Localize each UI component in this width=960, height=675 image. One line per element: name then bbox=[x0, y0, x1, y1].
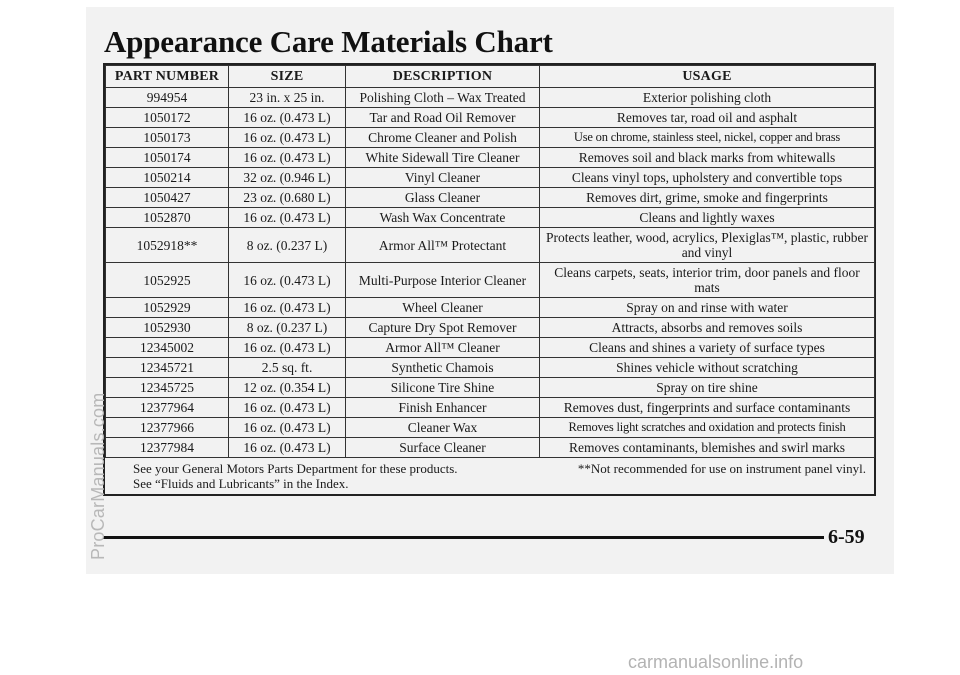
description-cell: Glass Cleaner bbox=[346, 188, 540, 208]
part-number-cell: 1052925 bbox=[106, 263, 229, 298]
usage-cell: Cleans and lightly waxes bbox=[540, 208, 875, 228]
usage-cell: Spray on and rinse with water bbox=[540, 298, 875, 318]
table-row bbox=[106, 228, 875, 263]
part-number-cell: 12345725 bbox=[106, 378, 229, 398]
usage-cell: Removes soil and black marks from whitewalls bbox=[540, 148, 875, 168]
size-cell: 16 oz. (0.473 L) bbox=[229, 418, 346, 438]
description-cell: Finish Enhancer bbox=[346, 398, 540, 418]
part-number-cell: 1050173 bbox=[106, 128, 229, 148]
care-materials-table bbox=[105, 65, 875, 458]
header-size: SIZE bbox=[229, 66, 346, 88]
usage-cell: Shines vehicle without scratching bbox=[540, 358, 875, 378]
size-cell: 32 oz. (0.946 L) bbox=[229, 168, 346, 188]
table-row bbox=[106, 398, 875, 418]
header-description: DESCRIPTION bbox=[346, 66, 540, 88]
table-row bbox=[106, 148, 875, 168]
table-row bbox=[106, 88, 875, 108]
part-number-cell: 12345721 bbox=[106, 358, 229, 378]
usage-cell: Removes contaminants, blemishes and swirl marks bbox=[540, 438, 875, 458]
footer-watermark: carmanualsonline.info bbox=[628, 652, 804, 672]
size-cell: 16 oz. (0.473 L) bbox=[229, 128, 346, 148]
table-row bbox=[106, 298, 875, 318]
size-cell: 16 oz. (0.473 L) bbox=[229, 148, 346, 168]
description-cell: Synthetic Chamois bbox=[346, 358, 540, 378]
description-cell: Polishing Cloth – Wax Treated bbox=[346, 88, 540, 108]
part-number-cell: 12377984 bbox=[106, 438, 229, 458]
page-number: 6-59 bbox=[828, 526, 865, 548]
footnote-references bbox=[133, 461, 458, 491]
usage-cell: Attracts, absorbs and removes soils bbox=[540, 318, 875, 338]
part-number-cell: 1050214 bbox=[106, 168, 229, 188]
description-cell: Vinyl Cleaner bbox=[346, 168, 540, 188]
description-cell: Capture Dry Spot Remover bbox=[346, 318, 540, 338]
usage-cell: Spray on tire shine bbox=[540, 378, 875, 398]
usage-cell: Removes light scratches and oxidation and protects finish bbox=[540, 418, 875, 438]
usage-cell: Cleans carpets, seats, interior trim, door panels and floor mats bbox=[540, 263, 875, 298]
description-cell: Armor All™ Cleaner bbox=[346, 338, 540, 358]
size-cell: 12 oz. (0.354 L) bbox=[229, 378, 346, 398]
usage-cell: Removes dust, fingerprints and surface contaminants bbox=[540, 398, 875, 418]
usage-cell: Removes dirt, grime, smoke and fingerprints bbox=[540, 188, 875, 208]
size-cell: 16 oz. (0.473 L) bbox=[229, 108, 346, 128]
size-cell: 8 oz. (0.237 L) bbox=[229, 318, 346, 338]
footnote-line: See your General Motors Parts Department for these products. bbox=[133, 461, 458, 476]
description-cell: Multi-Purpose Interior Cleaner bbox=[346, 263, 540, 298]
size-cell: 16 oz. (0.473 L) bbox=[229, 208, 346, 228]
part-number-cell: 994954 bbox=[106, 88, 229, 108]
table-row bbox=[106, 378, 875, 398]
table-row bbox=[106, 128, 875, 148]
table-row bbox=[106, 338, 875, 358]
size-cell: 16 oz. (0.473 L) bbox=[229, 263, 346, 298]
size-cell: 16 oz. (0.473 L) bbox=[229, 338, 346, 358]
side-watermark: ProCarManuals.com bbox=[88, 392, 108, 560]
table-row bbox=[106, 108, 875, 128]
description-cell: Silicone Tire Shine bbox=[346, 378, 540, 398]
care-materials-chart bbox=[103, 63, 876, 496]
page-rule bbox=[103, 536, 824, 539]
page-title: Appearance Care Materials Chart bbox=[104, 24, 553, 59]
table-row bbox=[106, 208, 875, 228]
footnote-asterisk-note: **Not recommended for use on instrument panel vinyl. bbox=[577, 461, 866, 476]
size-cell: 2.5 sq. ft. bbox=[229, 358, 346, 378]
part-number-cell: 12377966 bbox=[106, 418, 229, 438]
size-cell: 16 oz. (0.473 L) bbox=[229, 398, 346, 418]
usage-cell: Protects leather, wood, acrylics, Plexiglas™, plastic, rubber and vinyl bbox=[540, 228, 875, 263]
table-row bbox=[106, 418, 875, 438]
table-row bbox=[106, 168, 875, 188]
description-cell: Wheel Cleaner bbox=[346, 298, 540, 318]
usage-cell: Cleans vinyl tops, upholstery and convertible tops bbox=[540, 168, 875, 188]
description-cell: Cleaner Wax bbox=[346, 418, 540, 438]
table-row bbox=[106, 188, 875, 208]
part-number-cell: 1052929 bbox=[106, 298, 229, 318]
table-row bbox=[106, 438, 875, 458]
description-cell: Surface Cleaner bbox=[346, 438, 540, 458]
part-number-cell: 1050174 bbox=[106, 148, 229, 168]
part-number-cell: 1052870 bbox=[106, 208, 229, 228]
usage-cell: Use on chrome, stainless steel, nickel, copper and brass bbox=[540, 128, 875, 148]
size-cell: 16 oz. (0.473 L) bbox=[229, 438, 346, 458]
usage-cell: Cleans and shines a variety of surface types bbox=[540, 338, 875, 358]
chart-footnote bbox=[105, 458, 874, 494]
table-row bbox=[106, 358, 875, 378]
header-usage: USAGE bbox=[540, 66, 875, 88]
description-cell: Chrome Cleaner and Polish bbox=[346, 128, 540, 148]
description-cell: Wash Wax Concentrate bbox=[346, 208, 540, 228]
usage-cell: Exterior polishing cloth bbox=[540, 88, 875, 108]
description-cell: White Sidewall Tire Cleaner bbox=[346, 148, 540, 168]
part-number-cell: 12377964 bbox=[106, 398, 229, 418]
size-cell: 23 oz. (0.680 L) bbox=[229, 188, 346, 208]
part-number-cell: 12345002 bbox=[106, 338, 229, 358]
header-part-number: PART NUMBER bbox=[106, 66, 229, 88]
part-number-cell: 1050172 bbox=[106, 108, 229, 128]
table-header-row bbox=[106, 66, 875, 88]
part-number-cell: 1050427 bbox=[106, 188, 229, 208]
size-cell: 16 oz. (0.473 L) bbox=[229, 298, 346, 318]
description-cell: Tar and Road Oil Remover bbox=[346, 108, 540, 128]
table-row bbox=[106, 263, 875, 298]
description-cell: Armor All™ Protectant bbox=[346, 228, 540, 263]
table-row bbox=[106, 318, 875, 338]
size-cell: 23 in. x 25 in. bbox=[229, 88, 346, 108]
part-number-cell: 1052918** bbox=[106, 228, 229, 263]
part-number-cell: 1052930 bbox=[106, 318, 229, 338]
footnote-line: See “Fluids and Lubricants” in the Index. bbox=[133, 476, 349, 491]
usage-cell: Removes tar, road oil and asphalt bbox=[540, 108, 875, 128]
size-cell: 8 oz. (0.237 L) bbox=[229, 228, 346, 263]
